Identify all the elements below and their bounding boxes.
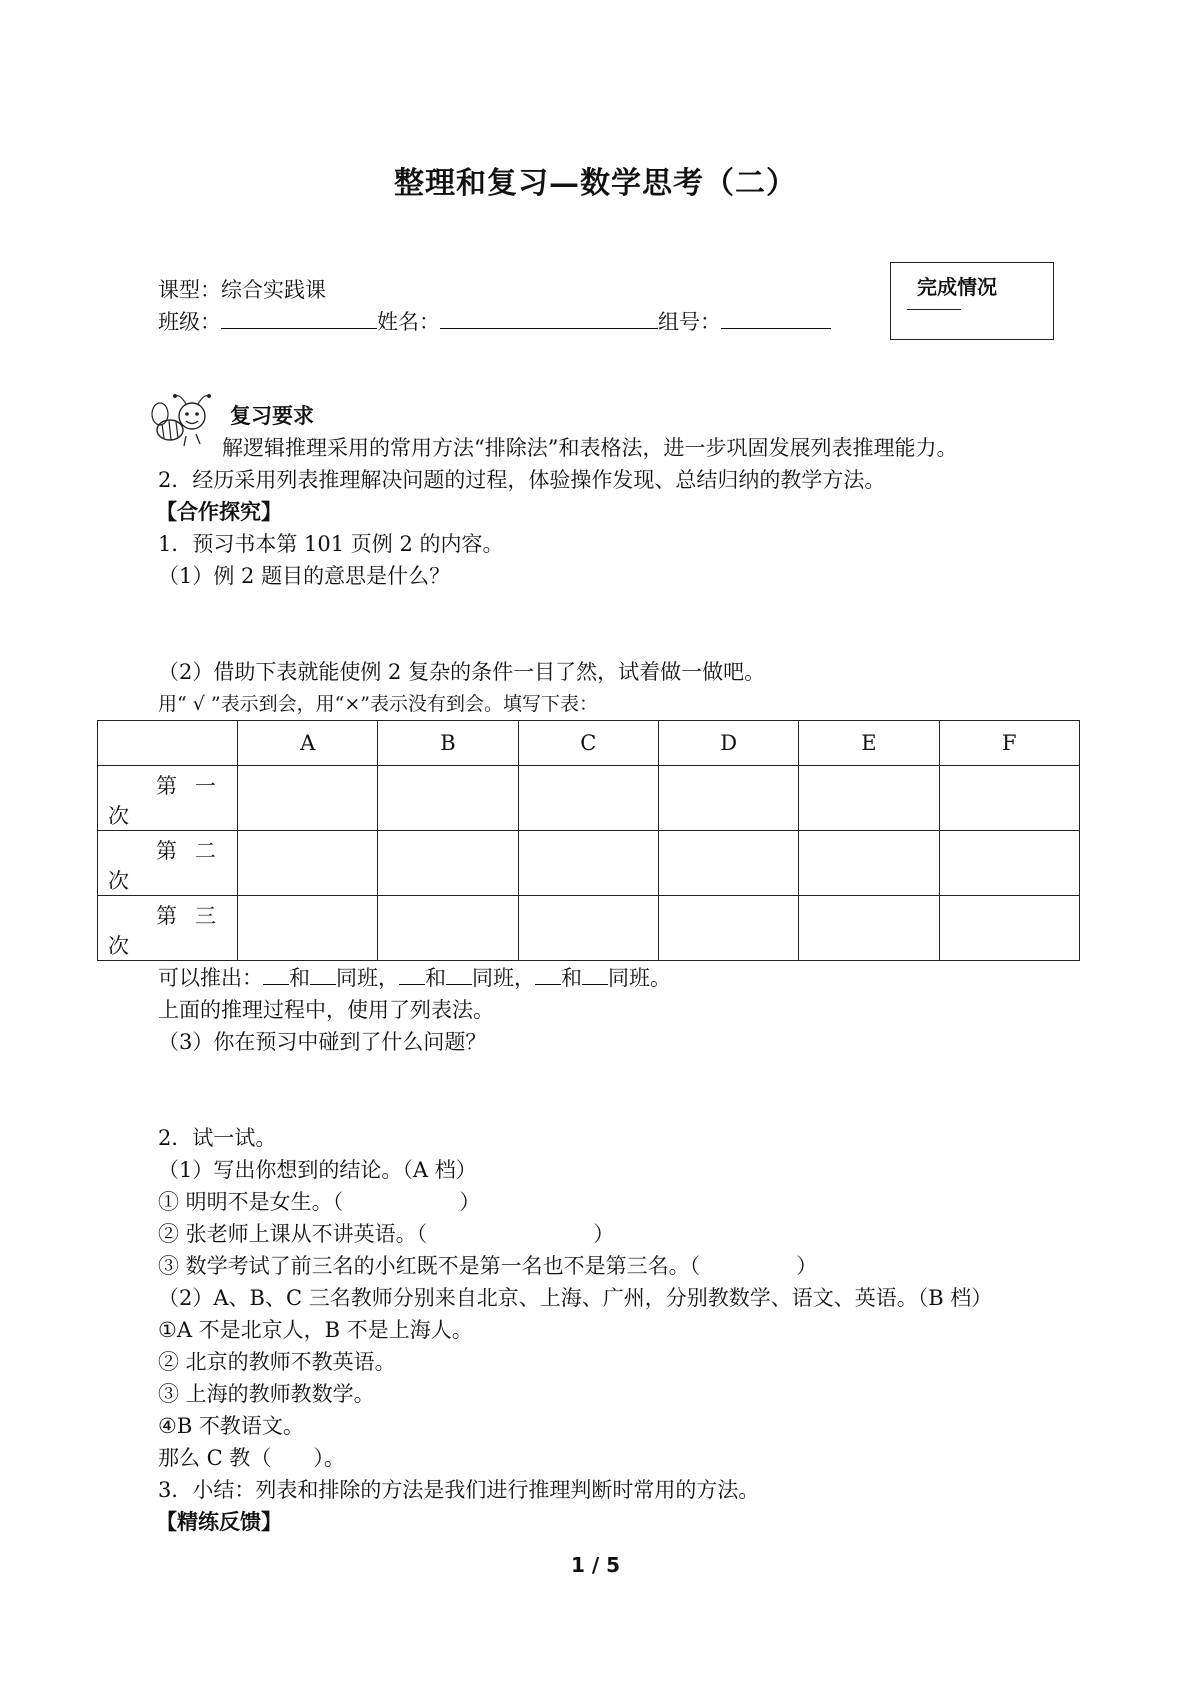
class-blank[interactable]	[221, 306, 377, 329]
table-cell[interactable]	[518, 896, 658, 961]
review-item-2: 2．经历采用列表推理解决问题的过程，体验操作发现、总结归纳的教学方法。	[158, 468, 886, 492]
table-cell[interactable]	[799, 831, 939, 896]
page-title: 整理和复习—数学思考（二）	[394, 166, 797, 201]
deduce-blank[interactable]	[263, 962, 289, 985]
table-cell[interactable]	[658, 766, 798, 831]
class-label: 班级：	[158, 310, 221, 334]
question-2-2-a: ①A 不是北京人，B 不是上海人。	[158, 1318, 473, 1342]
table-header-cell: E	[799, 721, 939, 766]
method-note: 上面的推理过程中，使用了列表法。	[158, 998, 494, 1022]
table-row	[98, 831, 1080, 896]
practice-heading: 【精练反馈】	[156, 1509, 282, 1534]
completion-status-blank	[907, 309, 961, 310]
attendance-table	[97, 720, 1080, 961]
question-2-2-b: ② 北京的教师不教英语。	[158, 1350, 396, 1374]
table-row	[98, 766, 1080, 831]
student-info-line	[158, 306, 831, 338]
deduce-blank[interactable]	[399, 962, 425, 985]
table-cell[interactable]	[658, 896, 798, 961]
deduce-blank[interactable]	[535, 962, 561, 985]
question-2-2-c: ③ 上海的教师教数学。	[158, 1382, 375, 1406]
question-1-3: （3）你在预习中碰到了什么问题？	[158, 1030, 487, 1054]
table-header-cell: C	[518, 721, 658, 766]
course-type: 课型：综合实践课	[158, 278, 326, 302]
table-cell[interactable]	[238, 896, 378, 961]
table-cell[interactable]	[799, 766, 939, 831]
table-row	[98, 896, 1080, 961]
table-cell[interactable]	[238, 766, 378, 831]
table-header-corner	[98, 721, 238, 766]
row-label: 第三 次	[98, 896, 238, 961]
question-2-1-b: ② 张老师上课从不讲英语。（ ）	[158, 1222, 615, 1246]
review-item-1: 解逻辑推理采用的常用方法“排除法”和表格法，进一步巩固发展列表推理能力。	[222, 436, 958, 460]
question-2-2-d: ④B 不教语文。	[158, 1414, 304, 1438]
question-1-1: （1）例 2 题目的意思是什么？	[158, 564, 451, 588]
table-cell[interactable]	[939, 896, 1079, 961]
table-cell[interactable]	[799, 896, 939, 961]
question-2: 2．试一试。	[158, 1126, 277, 1150]
table-cell[interactable]	[658, 831, 798, 896]
question-2-2: （2）A、B、C 三名教师分别来自北京、上海、广州，分别教数学、语文、英语。（B 档）	[158, 1286, 993, 1310]
name-label: 姓名：	[377, 310, 440, 334]
row-label: 第一 次	[98, 766, 238, 831]
table-header-row	[98, 721, 1080, 766]
question-2-2-answer: 那么 C 教（ ）。	[158, 1446, 345, 1470]
table-cell[interactable]	[518, 766, 658, 831]
table-header-cell: A	[238, 721, 378, 766]
table-header-cell: B	[378, 721, 518, 766]
completion-status-box	[890, 262, 1054, 340]
deduce-blank[interactable]	[446, 962, 472, 985]
table-cell[interactable]	[939, 766, 1079, 831]
table-instruction: 用“ √ ”表示到会，用“×”表示没有到会。填写下表：	[158, 693, 598, 715]
table-cell[interactable]	[238, 831, 378, 896]
row-label: 第二 次	[98, 831, 238, 896]
group-label: 组号：	[658, 310, 721, 334]
question-3-summary: 3．小结：列表和排除的方法是我们进行推理判断时常用的方法。	[158, 1478, 760, 1502]
name-blank[interactable]	[440, 306, 658, 329]
bee-mascot-icon	[150, 392, 218, 450]
table-header-cell: F	[939, 721, 1079, 766]
table-cell[interactable]	[378, 766, 518, 831]
question-2-1: （1）写出你想到的结论。（A 档）	[158, 1158, 477, 1182]
completion-status-label: 完成情况	[917, 275, 997, 299]
cooperation-heading: 【合作探究】	[156, 499, 282, 524]
deduce-blank[interactable]	[582, 962, 608, 985]
deduce-blank[interactable]	[310, 962, 336, 985]
question-2-1-c: ③ 数学考试了前三名的小红既不是第一名也不是第三名。（ ）	[158, 1254, 818, 1278]
table-cell[interactable]	[378, 831, 518, 896]
table-cell[interactable]	[378, 896, 518, 961]
table-cell[interactable]	[518, 831, 658, 896]
group-blank[interactable]	[721, 306, 831, 329]
question-1: 1．预习书本第 101 页例 2 的内容。	[158, 532, 504, 556]
table-header-cell: D	[658, 721, 798, 766]
deduction-line: 可以推出： 和 同班， 和 同班， 和 同班。	[158, 962, 671, 994]
question-1-2: （2）借助下表就能使例 2 复杂的条件一目了然，试着做一做吧。	[158, 660, 766, 684]
review-heading: 复习要求	[230, 403, 314, 428]
table-cell[interactable]	[939, 831, 1079, 896]
question-2-1-a: ① 明明不是女生。（ ）	[158, 1190, 481, 1214]
page-number: 1 / 5	[570, 1553, 621, 1577]
